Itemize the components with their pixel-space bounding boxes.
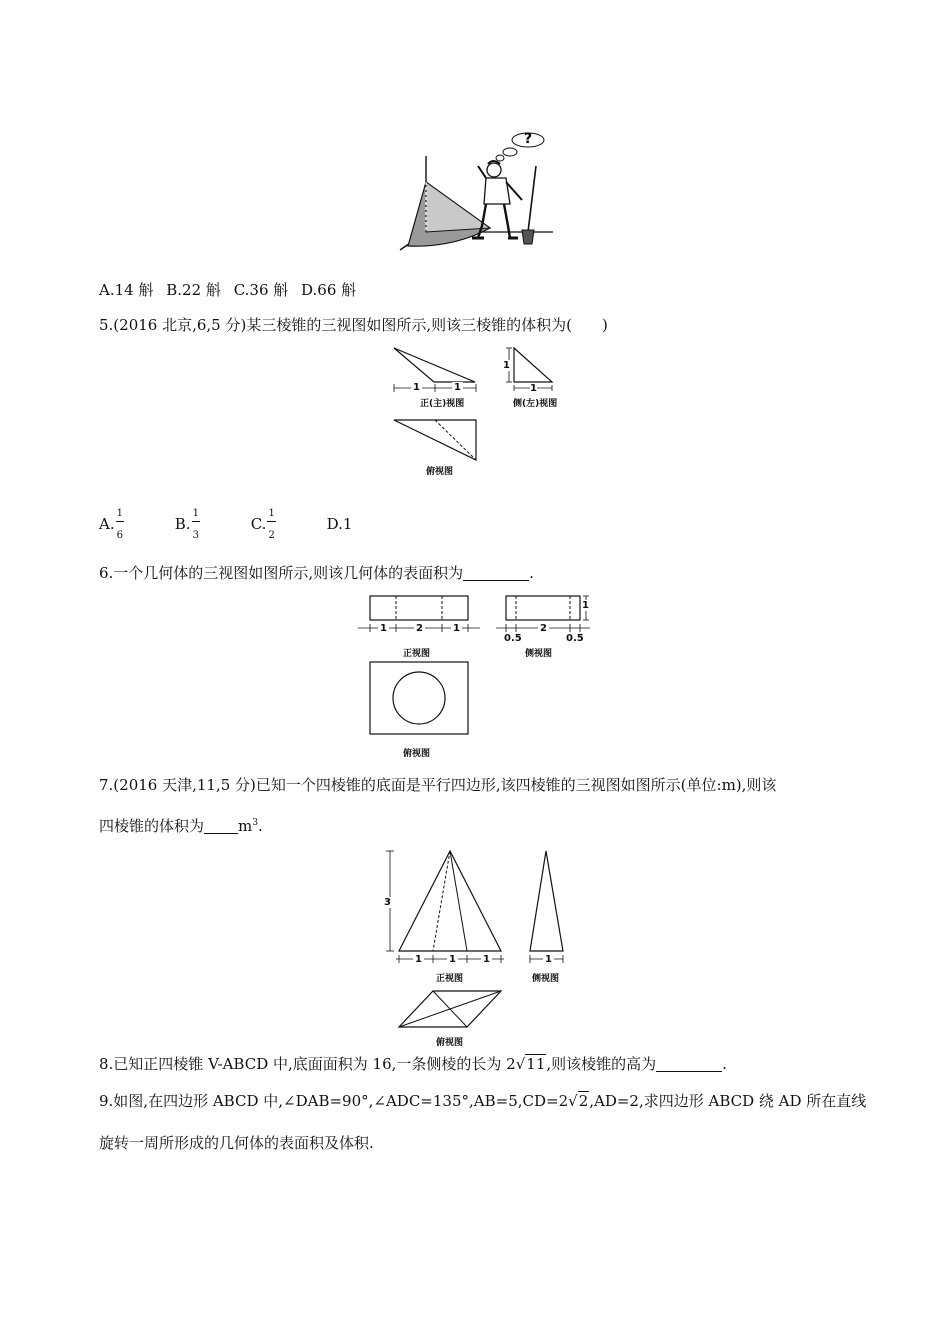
q6-top-view-label: 俯视图 — [403, 749, 431, 759]
sqrt-sign: √ — [568, 1092, 578, 1110]
q5-option-b-fraction: $\frac{1}{3}$ — [192, 508, 199, 541]
q5-stem: 5.(2016 北京,6,5 分)某三棱锥的三视图如图所示,则该三棱锥的体积为( ) — [99, 316, 608, 334]
q9-line2: 旋转一周所形成的几何体的表面积及体积. — [99, 1134, 374, 1152]
q4-option-b: B.22 斛 — [166, 281, 221, 299]
svg-text:?: ? — [524, 131, 533, 147]
q6-three-views — [356, 590, 596, 760]
q7-three-views — [380, 845, 580, 1050]
q6-front-dim-right: 1 — [453, 623, 460, 634]
q4-option-a: A.14 斛 — [99, 281, 154, 299]
q5-side-view-label: 侧(左)视图 — [513, 399, 558, 409]
q6-stem-line — [99, 566, 534, 581]
q5-three-views — [392, 342, 562, 477]
q7-top-view-label: 俯视图 — [436, 1038, 464, 1048]
q5-option-c-fraction: $\frac{1}{2}$ — [268, 508, 275, 541]
q7-side-dim: 1 — [545, 954, 552, 965]
q6-side-dim-right: 0.5 — [566, 633, 584, 644]
q5-option-a-fraction: $\frac{1}{6}$ — [116, 508, 123, 541]
q7-unit: m — [238, 817, 253, 835]
q6-stem: 6.一个几何体的三视图如图所示,则该几何体的表面积为 — [99, 564, 464, 582]
q7-side-view-label: 侧视图 — [532, 974, 560, 984]
q7-answer-blank — [204, 833, 238, 834]
q8-prefix: 8.已知正四棱锥 V-ABCD 中,底面面积为 16,一条侧棱的长为 2 — [99, 1055, 516, 1073]
q4-option-c: C.36 斛 — [233, 281, 289, 299]
q5-option-c: C. $\frac{1}{2}$ — [250, 508, 275, 541]
q6-side-height-dim: 1 — [582, 600, 589, 611]
q6-front-dim-mid: 2 — [416, 623, 423, 634]
q5-option-b: B. $\frac{1}{3}$ — [174, 508, 199, 541]
q6-stem-end: . — [529, 564, 534, 582]
q6-side-dim-mid: 2 — [540, 623, 547, 634]
sqrt-sign: √ — [515, 1055, 526, 1073]
q7-views-drawing — [380, 845, 580, 1050]
grain-pile-illustration — [398, 120, 558, 260]
q7-line2 — [99, 819, 263, 834]
q5-top-view-label: 俯视图 — [426, 467, 454, 477]
q5-option-d: D.1 — [326, 515, 353, 533]
q6-side-dim-left: 0.5 — [504, 633, 522, 644]
q8-line — [99, 1057, 727, 1072]
q6-views-drawing — [356, 590, 596, 760]
q6-front-dim-left: 1 — [380, 623, 387, 634]
q5-front-view-label: 正(主)视图 — [420, 399, 465, 409]
q7-front-view-label: 正视图 — [436, 974, 464, 984]
q7-unit-exponent: 3 — [252, 818, 258, 828]
q5-option-a: A. $\frac{1}{6}$ — [99, 508, 123, 541]
q6-answer-blank — [463, 580, 529, 581]
q9-radicand: 2 — [578, 1092, 589, 1110]
q9-suffix: ,AD=2,求四边形 ABCD 绕 AD 所在直线 — [589, 1092, 867, 1110]
q7-line1: 7.(2016 天津,11,5 分)已知一个四棱锥的底面是平行四边形,该四棱锥的三视图如图所示(单位:m),则该 — [99, 776, 777, 794]
q8-end: . — [722, 1055, 727, 1073]
q9-line1 — [99, 1094, 866, 1109]
grain-pile-drawing — [398, 120, 558, 256]
q7-line2-prefix: 四棱锥的体积为 — [99, 817, 205, 835]
q9-prefix: 9.如图,在四边形 ABCD 中,∠DAB=90°,∠ADC=135°,AB=5,CD=2 — [99, 1092, 569, 1110]
q7-front-dim-2: 1 — [449, 954, 456, 965]
q5-options — [99, 509, 352, 541]
q5-top-dim-right: 1 — [454, 382, 461, 393]
q5-side-height-dim: 1 — [503, 360, 510, 371]
q5-top-dim-left: 1 — [413, 382, 420, 393]
q5-views-drawing — [392, 342, 562, 477]
q4-options — [99, 283, 356, 298]
q6-front-view-label: 正视图 — [403, 649, 431, 659]
q8-suffix: ,则该棱锥的高为 — [546, 1055, 657, 1073]
q7-front-dim-3: 1 — [483, 954, 490, 965]
q7-height-dim: 3 — [384, 897, 391, 908]
q5-side-width-dim: 1 — [530, 383, 537, 394]
q4-option-d: D.66 斛 — [301, 281, 357, 299]
q7-line2-end: . — [257, 817, 263, 835]
q6-side-view-label: 侧视图 — [525, 649, 553, 659]
q7-front-dim-1: 1 — [415, 954, 422, 965]
q8-answer-blank — [656, 1071, 722, 1072]
q8-radicand: 11 — [526, 1055, 546, 1073]
